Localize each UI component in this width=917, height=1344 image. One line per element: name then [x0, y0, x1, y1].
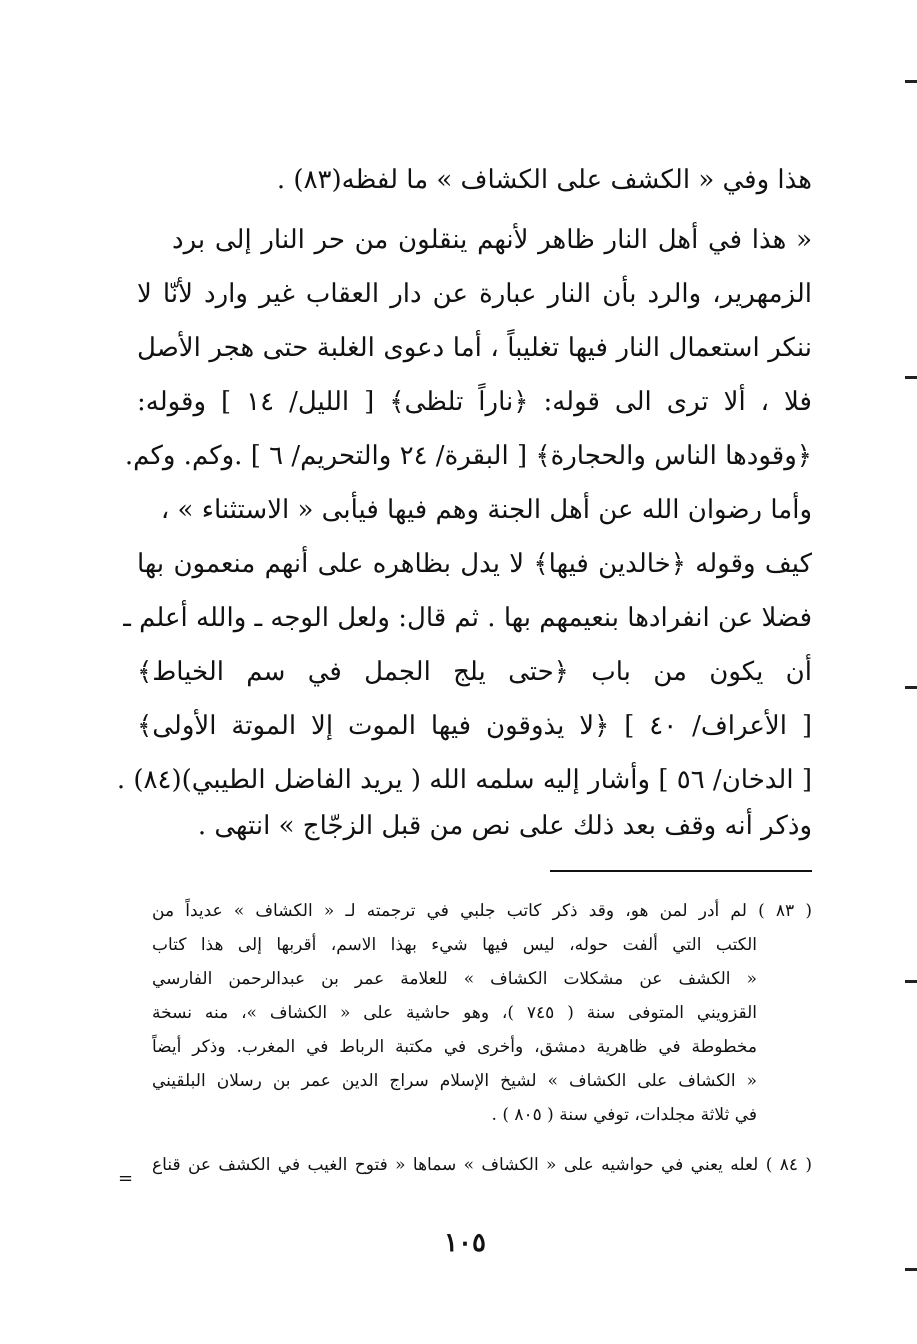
footnote-line: في ثلاثة مجلدات، توفي سنة ( ٨٠٥ ) .: [491, 1105, 757, 1125]
text-line: فضلا عن انفرادها بنعيمهم بها . ثم قال: ولعل الوجه ـ والله أعلم ـ: [123, 603, 812, 633]
scan-edge-mark: [905, 80, 917, 83]
text-line: هذا وفي « الكشف على الكشاف » ما لفظه(٨٣) .: [276, 165, 812, 195]
footnote-line: « الكشاف على الكشاف » لشيخ الإسلام سراج الدين عمر بن رسلان البلقيني: [152, 1071, 757, 1091]
continuation-mark: =: [118, 1168, 134, 1189]
text-line: ﴿وقودها الناس والحجارة﴾ [ البقرة/ ٢٤ والتحريم/ ٦ ] .وكم. وكم.: [124, 441, 812, 471]
text-line: وأما رضوان الله عن أهل الجنة وهم فيها فيأبى « الاستثناء » ،: [160, 495, 812, 525]
scan-edge-mark: [905, 686, 917, 689]
text-line: الزمهرير، والرد بأن النار عبارة عن دار العقاب غير وارد لأنّا لا: [137, 279, 812, 309]
page-number: ١٠٥: [444, 1228, 486, 1258]
scan-edge-mark: [905, 1268, 917, 1271]
text-line: أن يكون من باب ﴿حتى يلج الجمل في سم الخياط﴾: [137, 657, 812, 687]
footnote-line: القزويني المتوفى سنة ( ٧٤٥ )، وهو حاشية على « الكشاف »، منه نسخة: [152, 1003, 757, 1023]
footnote-line: ( ٨٣ ) لم أدر لمن هو، وقد ذكر كاتب جلبي في ترجمته لـ « الكشاف » عديداً من: [152, 901, 812, 921]
scan-edge-mark: [905, 376, 917, 379]
footnote-line: الكتب التي ألفت حوله، ليس فيها شيء بهذا الاسم، أقربها إلى هذا كتاب: [152, 935, 757, 955]
footnote-line: مخطوطة في ظاهرية دمشق، وأخرى في مكتبة الرباط في المغرب. وذكر أيضاً: [152, 1037, 757, 1057]
text-line: [ الأعراف/ ٤٠ ] ﴿لا يذوقون فيها الموت إلا الموتة الأولى﴾: [137, 711, 812, 741]
footnote-line: ( ٨٤ ) لعله يعني في حواشيه على « الكشاف » سماها « فتوح الغيب في الكشف عن قناع: [152, 1155, 812, 1175]
scan-edge-mark: [905, 980, 917, 983]
footnote-line: « الكشف عن مشكلات الكشاف » للعلامة عمر بن عبدالرحمن الفارسي: [152, 969, 757, 989]
text-line: وذكر أنه وقف بعد ذلك على نص من قبل الزجّاج » انتهى .: [197, 811, 812, 841]
text-line: [ الدخان/ ٥٦ ] وأشار إليه سلمه الله ( يريد الفاضل الطيبي)(٨٤) .: [116, 765, 812, 795]
text-line: ننكر استعمال النار فيها تغليباً ، أما دعوى الغلبة حتى هجر الأصل: [137, 333, 812, 363]
text-line: « هذا في أهل النار ظاهر لأنهم ينقلون من حر النار إلى برد: [172, 225, 812, 255]
text-line: فلا ، ألا ترى الى قوله: ﴿ناراً تلظى﴾ [ الليل/ ١٤ ] وقوله:: [137, 387, 812, 417]
text-line: كيف وقوله ﴿خالدين فيها﴾ لا يدل بظاهره على أنهم منعمون بها: [137, 549, 812, 579]
footnote-separator: [550, 870, 812, 872]
